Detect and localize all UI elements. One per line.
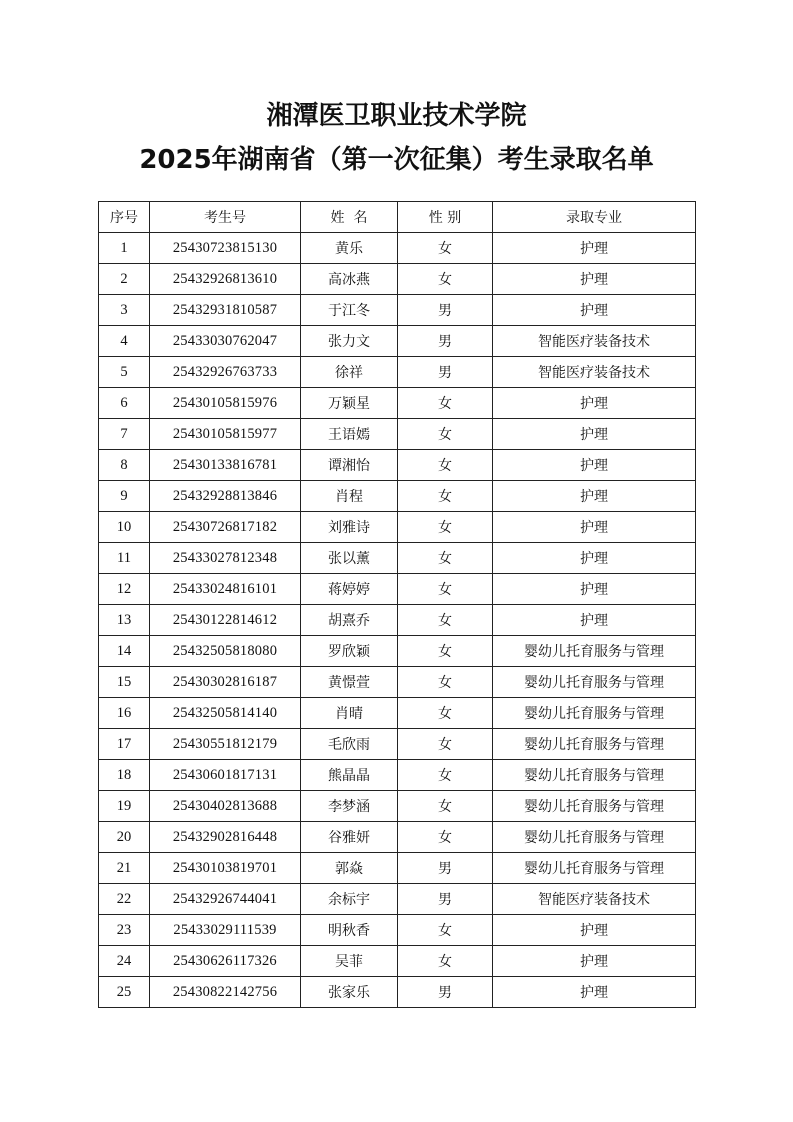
cell-gender: 男 [398,295,493,326]
cell-name: 毛欣雨 [301,729,398,760]
cell-major: 护理 [493,946,696,977]
cell-gender: 女 [398,946,493,977]
cell-gender: 女 [398,419,493,450]
cell-name: 李梦涵 [301,791,398,822]
cell-exam-id: 25430402813688 [150,791,301,822]
table-row [99,450,696,481]
cell-major: 婴幼儿托育服务与管理 [493,667,696,698]
table-row [99,729,696,760]
cell-gender: 女 [398,233,493,264]
cell-name: 蒋婷婷 [301,574,398,605]
cell-major: 婴幼儿托育服务与管理 [493,853,696,884]
cell-exam-id: 25432902816448 [150,822,301,853]
cell-name: 黄憬萱 [301,667,398,698]
cell-gender: 男 [398,977,493,1008]
cell-seq: 8 [99,450,150,481]
cell-name: 谭湘怡 [301,450,398,481]
cell-exam-id: 25433030762047 [150,326,301,357]
document-title: 湘潭医卫职业技术学院 [266,101,527,131]
cell-exam-id: 25430601817131 [150,760,301,791]
cell-exam-id: 25430133816781 [150,450,301,481]
cell-gender: 女 [398,481,493,512]
cell-major: 婴幼儿托育服务与管理 [493,760,696,791]
header-name: 姓 名 [301,202,398,233]
cell-seq: 6 [99,388,150,419]
cell-exam-id: 25432926813610 [150,264,301,295]
cell-gender: 男 [398,884,493,915]
cell-gender: 女 [398,543,493,574]
cell-major: 护理 [493,977,696,1008]
cell-exam-id: 25432505814140 [150,698,301,729]
cell-exam-id: 25432928813846 [150,481,301,512]
cell-major: 智能医疗装备技术 [493,884,696,915]
cell-major: 婴幼儿托育服务与管理 [493,729,696,760]
cell-gender: 女 [398,450,493,481]
cell-seq: 25 [99,977,150,1008]
cell-gender: 女 [398,915,493,946]
cell-name: 于江冬 [301,295,398,326]
cell-exam-id: 25430726817182 [150,512,301,543]
cell-seq: 17 [99,729,150,760]
cell-major: 护理 [493,915,696,946]
cell-exam-id: 25432505818080 [150,636,301,667]
cell-seq: 18 [99,760,150,791]
cell-seq: 7 [99,419,150,450]
table-row [99,605,696,636]
cell-exam-id: 25430105815977 [150,419,301,450]
cell-name: 高冰燕 [301,264,398,295]
cell-major: 护理 [493,419,696,450]
cell-gender: 女 [398,667,493,698]
table-row [99,388,696,419]
cell-exam-id: 25433027812348 [150,543,301,574]
cell-seq: 13 [99,605,150,636]
cell-name: 徐祥 [301,357,398,388]
table-row [99,512,696,543]
table-row [99,946,696,977]
cell-name: 吴菲 [301,946,398,977]
cell-major: 婴幼儿托育服务与管理 [493,822,696,853]
cell-gender: 女 [398,605,493,636]
table-row [99,419,696,450]
cell-seq: 22 [99,884,150,915]
table-body [99,233,696,1008]
cell-name: 余标宇 [301,884,398,915]
cell-major: 护理 [493,450,696,481]
cell-gender: 男 [398,357,493,388]
header-major: 录取专业 [493,202,696,233]
cell-seq: 3 [99,295,150,326]
table-row [99,636,696,667]
cell-name: 肖程 [301,481,398,512]
cell-name: 谷雅妍 [301,822,398,853]
cell-exam-id: 25430122814612 [150,605,301,636]
header-gender: 性 别 [398,202,493,233]
cell-exam-id: 25432926763733 [150,357,301,388]
table-row [99,853,696,884]
header-exam-id: 考生号 [150,202,301,233]
table-row [99,760,696,791]
cell-seq: 12 [99,574,150,605]
table-row [99,791,696,822]
document-subtitle: 2025年湖南省（第一次征集）考生录取名单 [139,145,654,175]
cell-major: 护理 [493,295,696,326]
cell-exam-id: 25430822142756 [150,977,301,1008]
cell-seq: 15 [99,667,150,698]
cell-gender: 女 [398,264,493,295]
table-row [99,574,696,605]
cell-major: 婴幼儿托育服务与管理 [493,636,696,667]
cell-name: 熊晶晶 [301,760,398,791]
cell-seq: 9 [99,481,150,512]
cell-major: 护理 [493,388,696,419]
table-row [99,264,696,295]
table-row [99,884,696,915]
cell-major: 护理 [493,574,696,605]
cell-seq: 11 [99,543,150,574]
table-row [99,481,696,512]
cell-seq: 21 [99,853,150,884]
cell-name: 张以薰 [301,543,398,574]
cell-gender: 女 [398,791,493,822]
table-row [99,295,696,326]
cell-gender: 女 [398,698,493,729]
cell-gender: 女 [398,822,493,853]
cell-gender: 女 [398,388,493,419]
cell-seq: 24 [99,946,150,977]
cell-name: 张力文 [301,326,398,357]
cell-major: 婴幼儿托育服务与管理 [493,791,696,822]
cell-exam-id: 25433024816101 [150,574,301,605]
cell-name: 刘雅诗 [301,512,398,543]
cell-seq: 1 [99,233,150,264]
cell-seq: 4 [99,326,150,357]
cell-name: 明秋香 [301,915,398,946]
cell-major: 智能医疗装备技术 [493,357,696,388]
table-row [99,543,696,574]
cell-exam-id: 25432931810587 [150,295,301,326]
cell-exam-id: 25430105815976 [150,388,301,419]
cell-gender: 女 [398,636,493,667]
cell-gender: 女 [398,760,493,791]
cell-seq: 19 [99,791,150,822]
cell-gender: 女 [398,512,493,543]
cell-exam-id: 25433029111539 [150,915,301,946]
cell-name: 郭焱 [301,853,398,884]
cell-name: 肖晴 [301,698,398,729]
cell-major: 护理 [493,512,696,543]
cell-major: 护理 [493,543,696,574]
cell-exam-id: 25430626117326 [150,946,301,977]
header-seq: 序号 [99,202,150,233]
cell-exam-id: 25430103819701 [150,853,301,884]
cell-gender: 男 [398,326,493,357]
cell-exam-id: 25430302816187 [150,667,301,698]
table-row [99,915,696,946]
cell-exam-id: 25430723815130 [150,233,301,264]
cell-gender: 男 [398,853,493,884]
cell-major: 护理 [493,605,696,636]
cell-gender: 女 [398,574,493,605]
header-row [99,202,696,233]
table-row [99,698,696,729]
cell-gender: 女 [398,729,493,760]
cell-name: 万颖星 [301,388,398,419]
cell-seq: 23 [99,915,150,946]
cell-exam-id: 25432926744041 [150,884,301,915]
cell-major: 智能医疗装备技术 [493,326,696,357]
cell-exam-id: 25430551812179 [150,729,301,760]
cell-major: 婴幼儿托育服务与管理 [493,698,696,729]
table-header [99,202,696,233]
cell-seq: 20 [99,822,150,853]
table-row [99,233,696,264]
cell-major: 护理 [493,481,696,512]
cell-major: 护理 [493,264,696,295]
cell-seq: 10 [99,512,150,543]
cell-seq: 5 [99,357,150,388]
cell-seq: 16 [99,698,150,729]
cell-name: 罗欣颖 [301,636,398,667]
admission-table [98,201,696,1008]
cell-name: 黄乐 [301,233,398,264]
table-row [99,822,696,853]
table-row [99,326,696,357]
cell-seq: 14 [99,636,150,667]
table-row [99,667,696,698]
cell-major: 护理 [493,233,696,264]
cell-name: 张家乐 [301,977,398,1008]
cell-name: 王语嫣 [301,419,398,450]
table-row [99,977,696,1008]
table-row [99,357,696,388]
cell-name: 胡熹乔 [301,605,398,636]
cell-seq: 2 [99,264,150,295]
